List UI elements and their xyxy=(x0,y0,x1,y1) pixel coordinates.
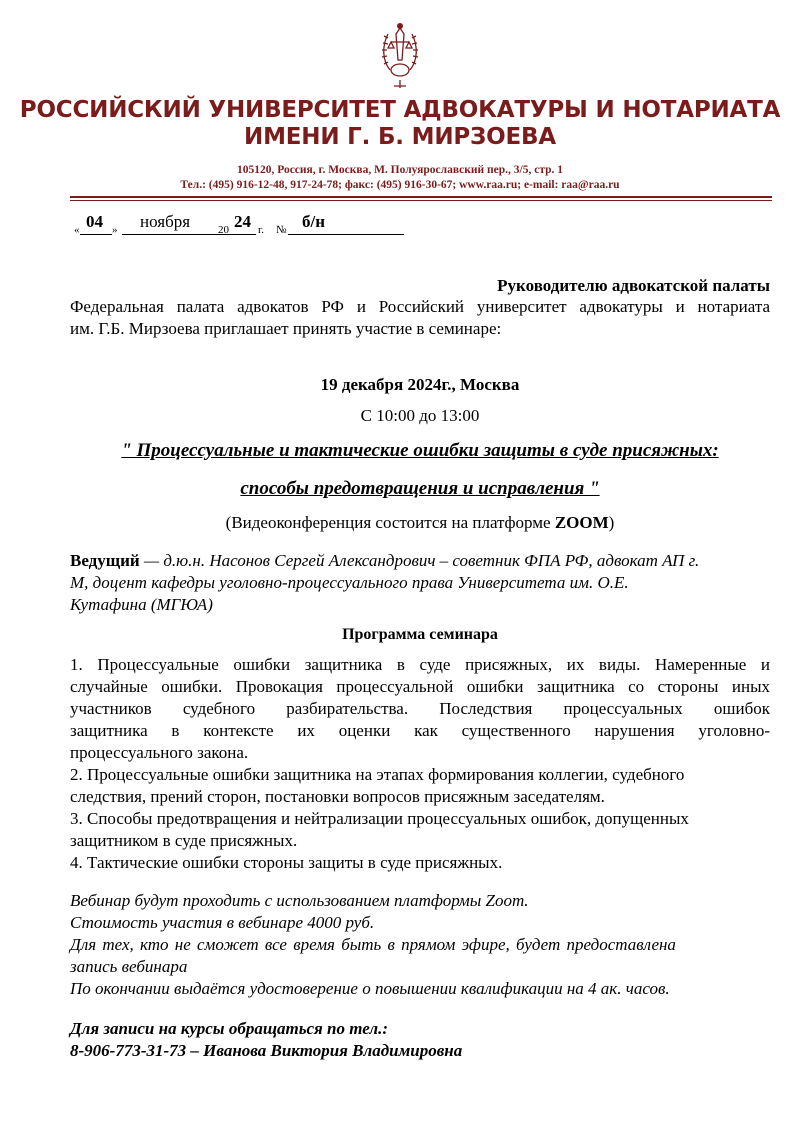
contact-line-2: 8-906-773-31-73 – Иванова Виктория Владимировна xyxy=(70,1041,463,1060)
date-open-quote: « xyxy=(74,224,80,236)
number-label: № xyxy=(276,224,287,236)
event-time: С 10:00 до 13:00 xyxy=(360,406,480,425)
program-item3-line2: защитником в суде присяжных. xyxy=(70,831,298,850)
program-item2-line1: 2. Процессуальные ошибки защитника на этапах формирования коллегии, судебного xyxy=(70,765,685,784)
event-title-line1: " Процессуальные и тактические ошибки защиты в суде присяжных: xyxy=(121,440,719,461)
host-line-1 xyxy=(70,550,770,572)
year-underline xyxy=(230,234,256,235)
university-name-line2: ИМЕНИ Г. Б. МИРЗОЕВА xyxy=(244,124,556,150)
host-label: Ведущий xyxy=(70,551,140,570)
date-day: 04 xyxy=(86,212,103,231)
program-item2-line2: следствия, прений сторон, постановки вопросов присяжным заседателям. xyxy=(70,787,605,806)
date-year-prefix: 20 xyxy=(218,224,229,236)
addressee: Руководителю адвокатской палаты xyxy=(497,276,770,295)
document-date-line xyxy=(70,212,490,242)
platform-prefix: (Видеоконференция состоится на платформе xyxy=(225,513,555,532)
university-address: 105120, Россия, г. Москва, М. Полуярославский пер., 3/5, стр. 1 xyxy=(236,164,564,176)
program-heading: Программа семинара xyxy=(342,626,498,643)
number-underline xyxy=(288,234,404,235)
host-details-1: — д.ю.н. Насонов Сергей Александрович – советник ФПА РФ, адвокат АП г. xyxy=(139,551,700,570)
program-item3-line1: 3. Способы предотвращения и нейтрализации процессуальных ошибок, допущенных xyxy=(70,809,689,828)
event-platform xyxy=(70,512,770,534)
host-line-2: М, доцент кафедры уголовно-процессуального права Университета им. О.Е. xyxy=(70,573,629,592)
note-platform: Вебинар будут проходить с использованием платформы Zoom. xyxy=(70,891,529,910)
platform-name: ZOOM xyxy=(554,513,609,532)
program-item1-line3: участников судебного разбирательства. Последствия процессуальных ошибок xyxy=(70,699,770,718)
date-year-suffix: г. xyxy=(258,224,265,236)
note-recording-line2: запись вебинара xyxy=(70,957,188,976)
university-contacts: Тел.: (495) 916-12-48, 917-24-78; факс: (495) 916-30-67; www.raa.ru; e-mail: raa@raa.ru xyxy=(180,179,620,191)
host-line-3: Кутафина (МГЮА) xyxy=(70,595,213,614)
note-recording-line1: Для тех, кто не сможет все время быть в прямом эфире, будет предоставлена xyxy=(70,935,676,954)
note-price: Стоимость участия в вебинаре 4000 руб. xyxy=(70,913,375,932)
intro-line-2: им. Г.Б. Мирзоева приглашает принять участие в семинаре: xyxy=(70,319,502,338)
program-item1-line5: процессуального закона. xyxy=(70,743,249,762)
date-month: ноября xyxy=(140,212,191,231)
header-rule-thick xyxy=(70,196,772,198)
contact-line-1: Для записи на курсы обращаться по тел.: xyxy=(70,1019,389,1038)
date-year: 24 xyxy=(234,212,251,231)
month-underline xyxy=(122,234,230,235)
intro-line-1: Федеральная палата адвокатов РФ и Российский университет адвокатуры и нотариата xyxy=(70,297,770,316)
event-date-place: 19 декабря 2024г., Москва xyxy=(320,375,520,394)
program-item1-line4: защитника в контексте их оценки как существенного нарушения уголовно- xyxy=(70,721,770,740)
document-number: б/н xyxy=(302,212,326,231)
platform-suffix: ) xyxy=(608,513,615,532)
program-item1-line1: 1. Процессуальные ошибки защитника в суде присяжных, их виды. Намеренные и xyxy=(70,655,770,674)
university-emblem-icon xyxy=(376,20,424,92)
day-underline xyxy=(80,234,112,235)
university-name-line1: РОССИЙСКИЙ УНИВЕРСИТЕТ АДВОКАТУРЫ И НОТАРИАТА xyxy=(19,97,781,123)
note-certificate: По окончании выдаётся удостоверение о повышении квалификации на 4 ак. часов. xyxy=(70,979,670,998)
program-item1-line2: случайные ошибки. Провокация процессуальной ошибки защитника со стороны иных xyxy=(70,677,770,696)
event-title-line2: способы предотвращения и исправления " xyxy=(240,478,600,499)
header-rule-thin xyxy=(70,200,772,201)
program-item4: 4. Тактические ошибки стороны защиты в суде присяжных. xyxy=(70,853,503,872)
date-close-quote: » xyxy=(112,224,118,236)
